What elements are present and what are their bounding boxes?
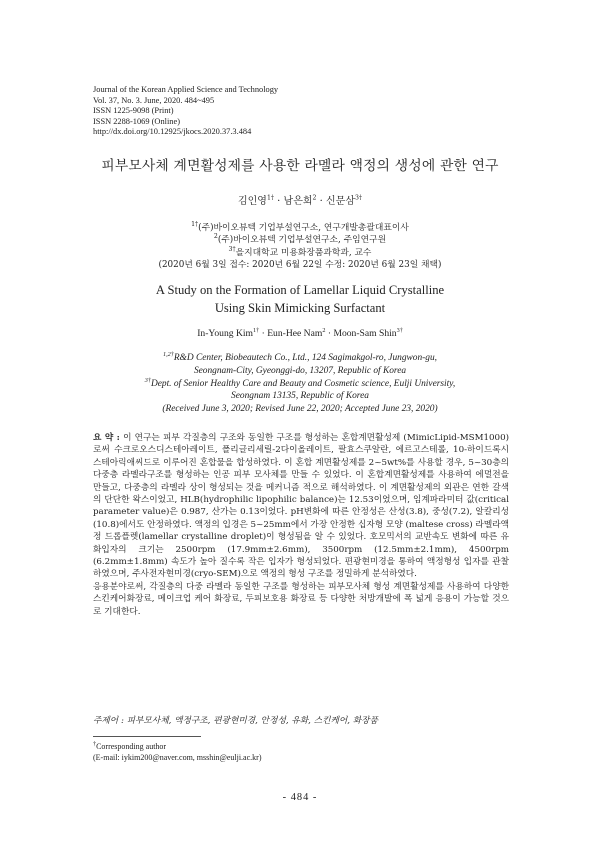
affiliation-line: Seongnam-City, Gyeonggi-do, 13207, Republic of Korea [193, 365, 407, 376]
abstract-paragraph [93, 432, 509, 581]
author-separator: · [273, 196, 284, 207]
english-authors [0, 328, 600, 339]
affiliation-line [0, 222, 600, 234]
author-name: 신문삼 [326, 196, 355, 207]
author-name: In-Young Kim [197, 328, 253, 339]
author-sup: 3† [396, 326, 403, 334]
affiliation-text: (주)바이오뷰텍 기업부설연구소, 주임연구원 [217, 235, 387, 246]
page-number: - 484 - [282, 792, 318, 803]
english-title-line: A Study on the Formation of Lamellar Liquid Crystalline [155, 283, 445, 297]
abstract-text: 이 연구는 피부 각질층의 구조와 동일한 구조를 형성하는 혼합계면활성제 (MimicLipid-MSM1000)로써 수크로오스디스테아레이트, 폴리글리세릴-2다이올레이트, 팔효스쿠알란, 에르고스테롤, 10-하이드록시스테아릭애씨드로 이루어진 혼합물을 합성하였다. 이 혼합 계면활성제를 2~5wt%를 사용할 경우, 5~30층의 다중층 라멜라구조를 형성하는 인공 피부 모사체를 만들 수 있었다. 이 혼합계면활성제를 사용하여 에멀전을 만들고, 다중층의 라멜라 상이 형성되는 것을 메커니즘 적으로 해석하였다. 이 계면활성제의 외관은 연한 갈색의 단단한 왁스이었고, HLB(hydrophilic lipophilic balance)는 12.53이었으며, 임계파라미터 값(critical parameter value)은 0.987, 산가는 0.13이었다. pH변화에 따른 안정성은 산성(3.8), 중성(7.2), 알칼리성(10.8)에서도 안정하였다. 액정의 입경은 5~25mm에서 가장 안정한 십자형 모양 (maltese cross) 라멜라액정 드롭플렛(lamellar crystalline droplet)이 형성됨을 알 수 있었다. 호모믹서의 교반속도 변화에 따른 유화입자의 크기는 2500rpm (17.9mm±2.6mm), 3500rpm (12.5mm±2.1mm), 4500rpm (6.2mm±1.8mm) 속도가 높아 질수록 작은 입자가 형성되었다. 편광현미경을 통하여 액정형성 입자를 관찰하였으며, 주사전자현미경(cryo-SEM)으로 액정의 형성 구조를 정밀하게 분석하였다. [93, 433, 509, 580]
korean-title: 피부모사체 계면활성제를 사용한 라멜라 액정의 생성에 관한 연구 [101, 158, 499, 174]
issn-online: ISSN 2288-1069 (Online) [93, 116, 181, 126]
author-sup: 3† [354, 194, 363, 202]
author-sup: 2 [312, 194, 317, 202]
english-title [0, 281, 600, 317]
affiliation-sup: 2 [213, 233, 218, 241]
author-separator: · [325, 328, 334, 339]
korean-dates: (2020년 6월 3일 접수: 2020년 6월 22일 수정: 2020년 6월 23일 채택) [158, 259, 442, 270]
affiliation-text: 을지대학교 미용화장품과학과, 교수 [235, 247, 372, 258]
affiliation-line [0, 352, 600, 365]
abstract-paragraph: 응용분야로써, 각질층의 다중 라멜라 동일한 구조를 형성하는 피부모사체 형성 계면활성제를 사용하여 다양한 스킨케어화장료, 메이크업 케어 화장료, 두피보호용 화장료 등 다양한 처방개발에 폭 넓게 응용이 가능할 것으로 기대한다. [93, 581, 509, 617]
abstract [93, 432, 509, 618]
affiliation-text: R&D Center, Biobeautech Co., Ltd., 124 Sagimakgol-ro, Jungwon-gu, [173, 353, 437, 363]
author-name: Moon-Sam Shin [333, 328, 397, 339]
affiliation-line: Seongnam 13135, Republic of Korea [231, 391, 369, 402]
journal-volume: Vol. 37, No. 3. June, 2020. 484~495 [93, 95, 215, 105]
author-sup: 2 [322, 326, 326, 334]
doi-link[interactable]: http://dx.doi.org/10.12925/jkocs.2020.37.3.484 [93, 127, 252, 137]
footnote [93, 741, 261, 763]
english-title-line: Using Skin Mimicking Surfactant [214, 301, 386, 315]
corresponding-author: Corresponding author [96, 742, 167, 751]
affiliation-line [0, 247, 600, 259]
affiliation-text: (주)바이오뷰텍 기업부설연구소, 연구개발총괄대표이사 [198, 223, 409, 233]
abstract-label: 요 약 : [93, 433, 120, 443]
affiliation-sup: 1† [191, 221, 199, 229]
affiliation-sup: 3† [228, 245, 236, 253]
affiliation-sup: 3† [144, 376, 151, 384]
author-sup: 1† [266, 194, 274, 202]
korean-affiliations [0, 222, 600, 271]
affiliation-line [0, 234, 600, 246]
affiliation-text: Dept. of Senior Healthy Care and Beauty and Cosmetic science, Eulji University, [150, 378, 456, 389]
english-affiliations [0, 352, 600, 416]
english-dates: (Received June 3, 2020; Revised June 22, 2020; Accepted June 23, 2020) [162, 404, 438, 415]
author-name: 김인영 [237, 196, 267, 207]
author-name: 남은희 [283, 196, 313, 207]
journal-header [93, 85, 278, 138]
author-separator: · [259, 328, 268, 339]
footnote-line [93, 741, 261, 752]
korean-authors [0, 192, 600, 207]
affiliation-sup: 1,2† [163, 350, 174, 358]
author-name: Eun-Hee Nam [267, 328, 323, 339]
footnote-divider [93, 736, 201, 737]
keywords: 주제어 : 피부모사체, 액정구조, 편광현미경, 안정성, 유화, 스킨케어, 화장품 [93, 716, 378, 726]
issn-print: ISSN 1225-9098 (Print) [93, 106, 174, 116]
contact-email: (E-mail: iykim200@naver.com, msshin@eulji.ac.kr) [93, 753, 262, 762]
journal-name: Journal of the Korean Applied Science and Technology [93, 85, 279, 94]
author-separator: · [316, 196, 326, 207]
affiliation-line [0, 378, 600, 391]
author-sup: 1† [253, 326, 260, 334]
footnote-sup: † [93, 740, 97, 748]
